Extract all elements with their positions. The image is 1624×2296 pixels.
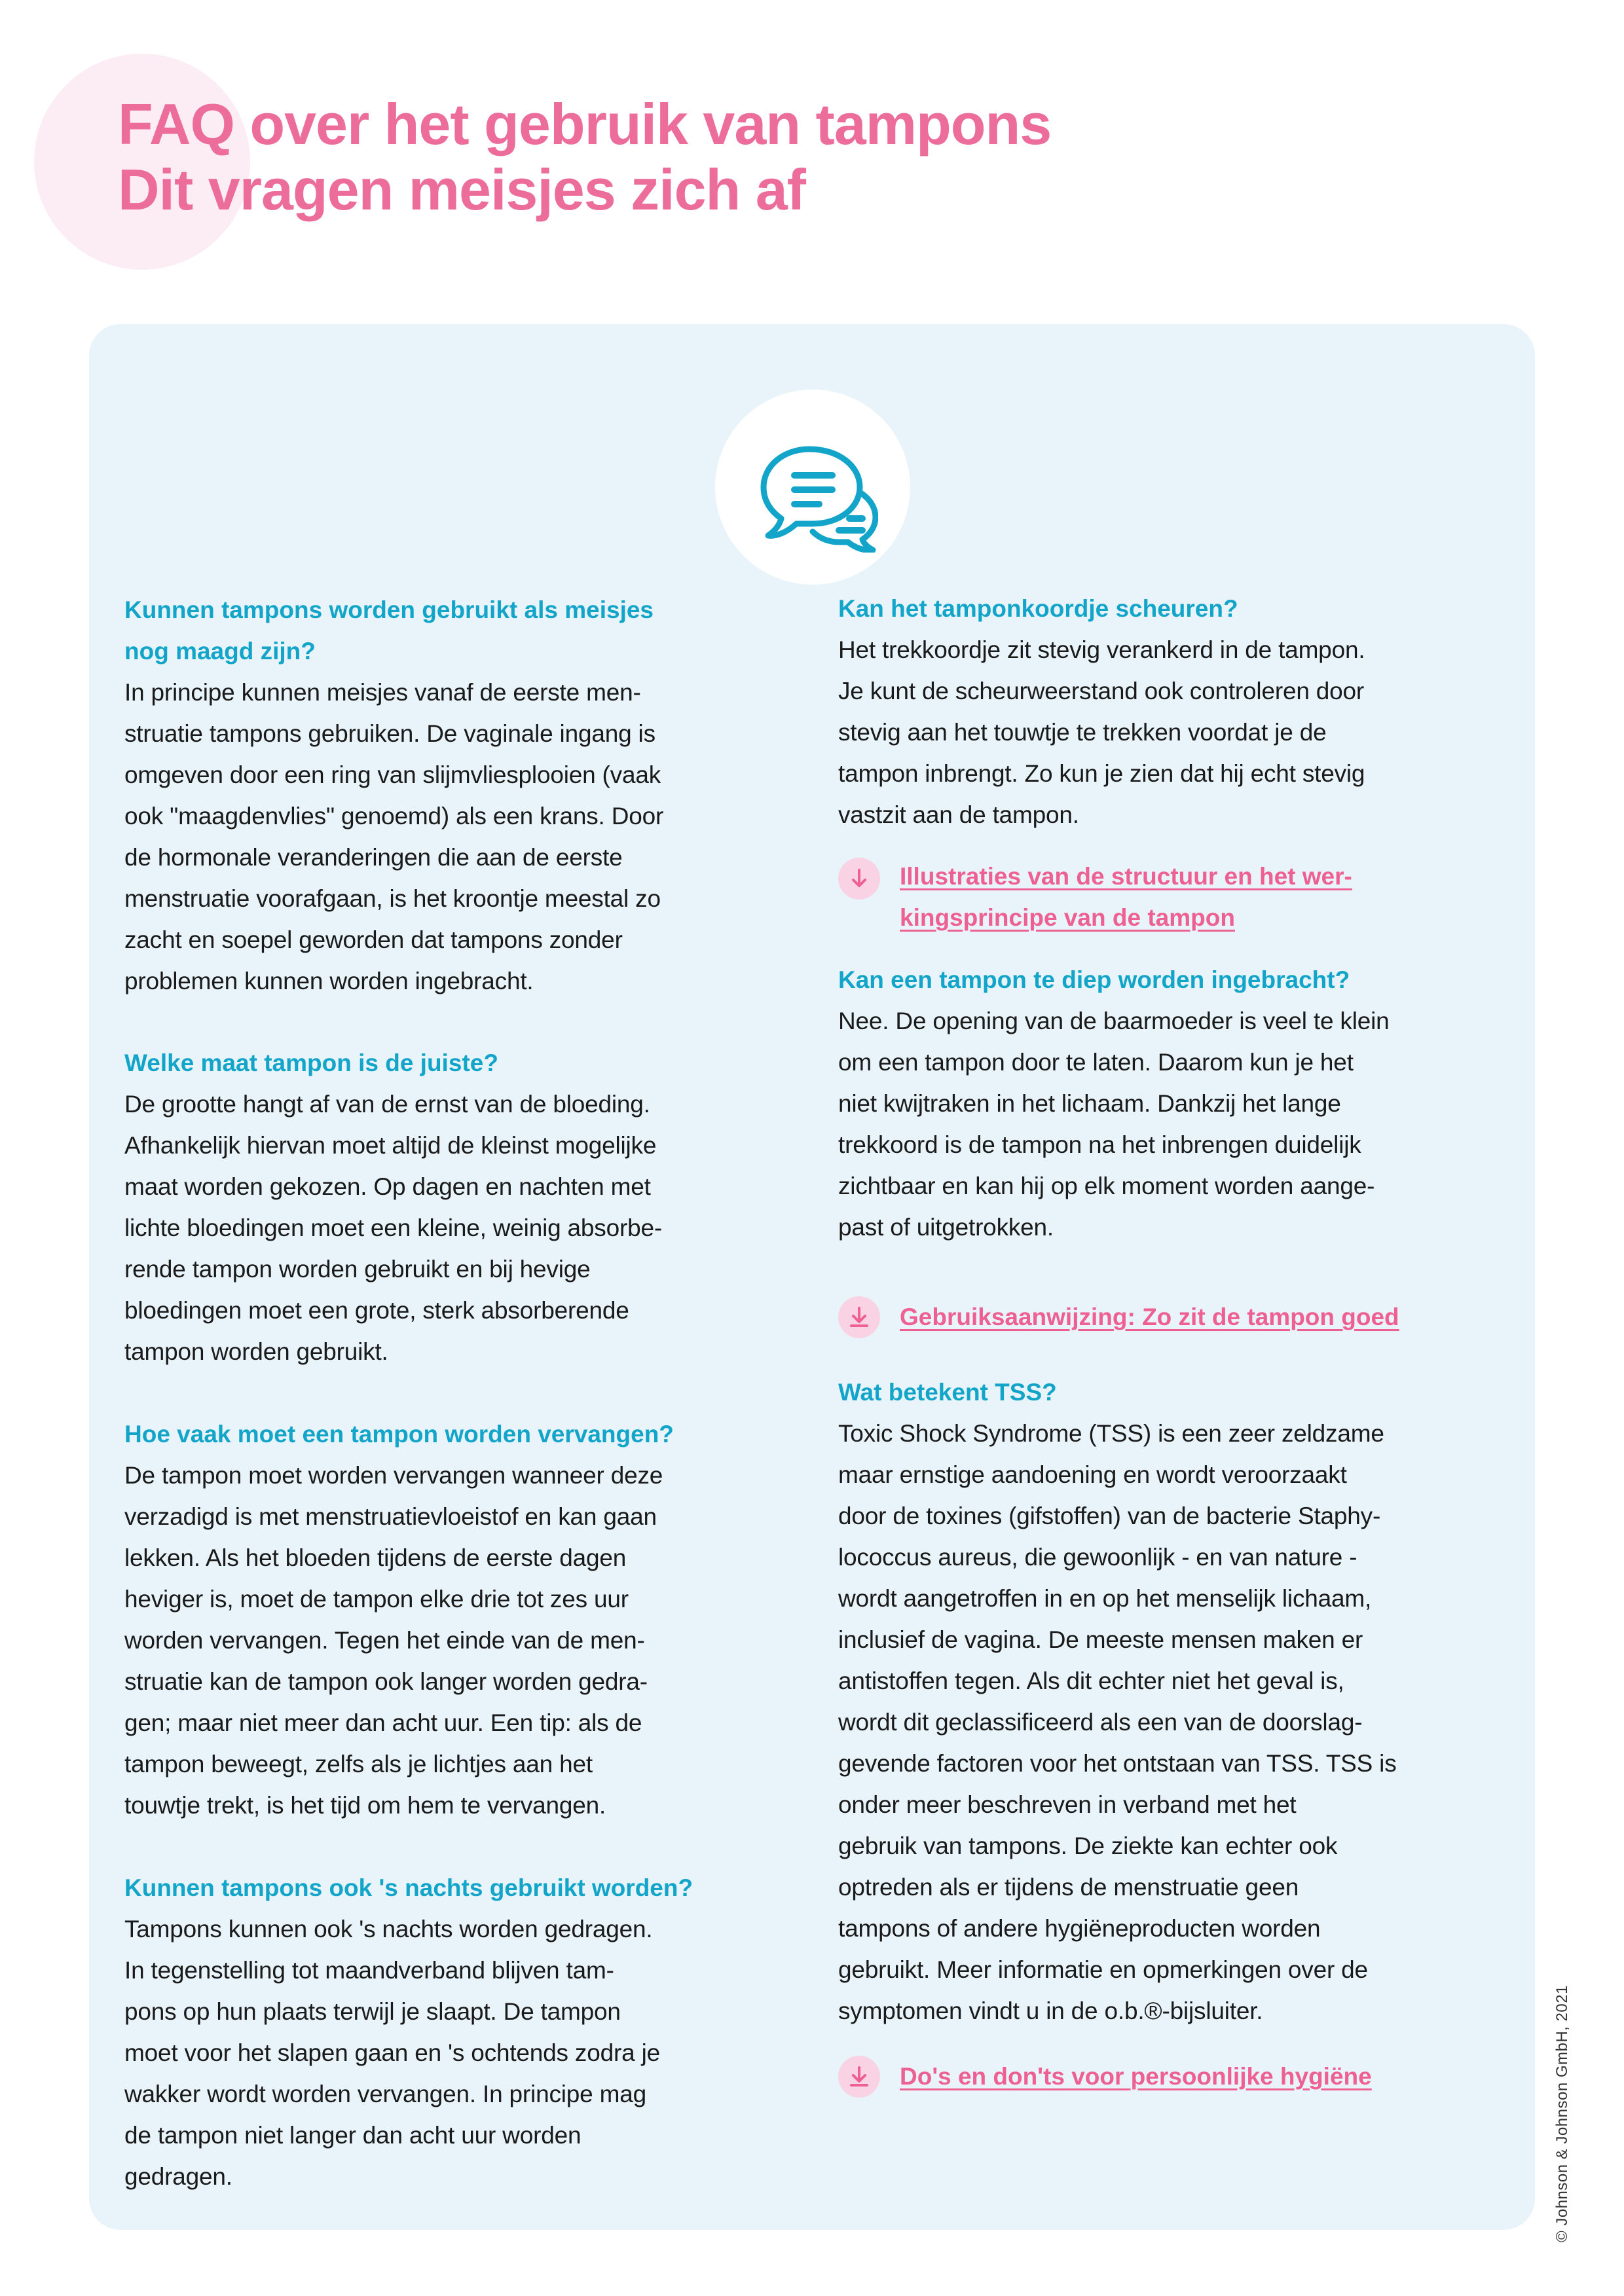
answer-line: ook "maagdenvlies" genoemd) als een krans. Door <box>124 803 664 829</box>
link-gebruiksaanwijzing[interactable] <box>838 1296 1399 1338</box>
answer-line: de hormonale veranderingen die aan de eerste <box>124 844 623 871</box>
faq-answer <box>124 1908 805 2197</box>
answer-line: heviger is, moet de tampon elke drie tot zes uur <box>124 1586 629 1613</box>
link-line[interactable]: Do's en don'ts voor persoonlijke hygiëne <box>900 2063 1372 2090</box>
answer-line: pons op hun plaats terwijl je slaapt. De tampon <box>124 1998 621 2025</box>
answer-line: bloedingen moet een grote, sterk absorberende <box>124 1297 629 1324</box>
answer-line: maat worden gekozen. Op dagen en nachten met <box>124 1173 651 1200</box>
answer-line: omgeven door een ring van slijmvliesplooien (vaak <box>124 761 661 788</box>
answer-line: symptomen vindt u in de o.b.®-bijsluiter. <box>838 1997 1263 2024</box>
link-dos-en-donts[interactable] <box>838 2056 1372 2098</box>
title-line-2: Dit vragen meisjes zich af <box>118 157 805 222</box>
answer-line: touwtje trekt, is het tijd om hem te vervangen. <box>124 1792 606 1819</box>
faq-question <box>838 588 1519 629</box>
link-line[interactable]: Gebruiksaanwijzing: Zo zit de tampon goed <box>900 1303 1399 1330</box>
answer-line: zichtbaar en kan hij op elk moment worden aange- <box>838 1173 1375 1199</box>
answer-line: trekkoord is de tampon na het inbrengen duidelijk <box>838 1131 1361 1158</box>
link-illustraties-text[interactable] <box>900 856 1352 938</box>
answer-line: onder meer beschreven in verband met het <box>838 1791 1297 1818</box>
faq-item <box>124 1042 805 1372</box>
answer-line: rende tampon worden gebruikt en bij hevige <box>124 1256 591 1283</box>
answer-line: lichte bloedingen moet een kleine, weinig absorbe- <box>124 1214 662 1241</box>
faq-question <box>124 1867 805 1908</box>
answer-line: struatie tampons gebruiken. De vaginale ingang is <box>124 720 655 747</box>
answer-line: lococcus aureus, die gewoonlijk - en van nature - <box>838 1544 1357 1571</box>
faq-answer <box>124 672 805 1002</box>
link-line[interactable]: Illustraties van de structuur en het wer- <box>900 863 1352 890</box>
faq-answer <box>838 1000 1519 1248</box>
answer-line: moet voor het slapen gaan en 's ochtends zodra je <box>124 2039 660 2066</box>
arrow-down-icon[interactable] <box>838 858 880 900</box>
download-icon[interactable] <box>838 1296 880 1338</box>
link-line[interactable]: kingsprincipe van de tampon <box>900 904 1235 931</box>
answer-line: wordt dit geclassificeerd als een van de doorslag- <box>838 1709 1363 1736</box>
faq-item <box>838 959 1519 1248</box>
answer-line: tampon worden gebruikt. <box>124 1338 388 1365</box>
answer-line: menstruatie voorafgaan, is het kroontje meestal zo <box>124 885 661 912</box>
faq-question <box>124 1413 805 1455</box>
answer-line: Tampons kunnen ook 's nachts worden gedragen. <box>124 1916 653 1942</box>
faq-item <box>124 1413 805 1826</box>
answer-line: De grootte hangt af van de ernst van de bloeding. <box>124 1091 650 1118</box>
answer-line: struatie kan de tampon ook langer worden gedra- <box>124 1668 648 1695</box>
faq-answer <box>124 1084 805 1372</box>
question-line: Kunnen tampons ook 's nachts gebruikt worden? <box>124 1874 693 1901</box>
question-line: Kan een tampon te diep worden ingebracht? <box>838 966 1350 993</box>
answer-line: inclusief de vagina. De meeste mensen maken er <box>838 1626 1363 1653</box>
answer-line: door de toxines (gifstoffen) van de bacterie Staphy- <box>838 1503 1381 1529</box>
answer-line: gevende factoren voor het ontstaan van TSS. TSS is <box>838 1750 1397 1777</box>
answer-line: Nee. De opening van de baarmoeder is veel te klein <box>838 1008 1390 1034</box>
answer-line: vastzit aan de tampon. <box>838 801 1079 828</box>
answer-line: Je kunt de scheurweerstand ook controleren door <box>838 678 1365 704</box>
page-title <box>118 92 1051 223</box>
answer-line: In tegenstelling tot maandverband blijven tam- <box>124 1957 614 1984</box>
question-line: Hoe vaak moet een tampon worden vervangen? <box>124 1421 674 1448</box>
faq-question <box>124 1042 805 1084</box>
question-line: Kunnen tampons worden gebruikt als meisjes <box>124 596 654 623</box>
answer-line: maar ernstige aandoening en wordt veroorzaakt <box>838 1461 1347 1488</box>
answer-line: Toxic Shock Syndrome (TSS) is een zeer zeldzame <box>838 1420 1384 1447</box>
faq-item <box>838 588 1519 835</box>
answer-line: tampon inbrengt. Zo kun je zien dat hij echt stevig <box>838 760 1365 787</box>
answer-line: optreden als er tijdens de menstruatie geen <box>838 1874 1299 1901</box>
title-line-1: FAQ over het gebruik van tampons <box>118 92 1052 156</box>
answer-line: antistoffen tegen. Als dit echter niet het geval is, <box>838 1667 1344 1694</box>
link-illustraties[interactable] <box>838 856 1352 938</box>
chat-bubbles-icon <box>747 422 878 553</box>
question-line: Kan het tamponkoordje scheuren? <box>838 595 1238 622</box>
answer-line: gebruik van tampons. De ziekte kan echter ook <box>838 1832 1338 1859</box>
answer-line: wordt aangetroffen in en op het menselijk lichaam, <box>838 1585 1372 1612</box>
faq-question <box>124 589 805 672</box>
link-dos-en-donts-text[interactable] <box>900 2056 1372 2097</box>
answer-line: tampons of andere hygiëneproducten worden <box>838 1915 1321 1942</box>
faq-answer <box>838 629 1519 835</box>
answer-line: gebruikt. Meer informatie en opmerkingen over de <box>838 1956 1368 1983</box>
answer-line: stevig aan het touwtje te trekken voordat je de <box>838 719 1327 746</box>
answer-line: om een tampon door te laten. Daarom kun je het <box>838 1049 1354 1076</box>
faq-question <box>838 1372 1519 1413</box>
answer-line: niet kwijtraken in het lichaam. Dankzij het lange <box>838 1090 1341 1117</box>
answer-line: de tampon niet langer dan acht uur worden <box>124 2122 581 2149</box>
answer-line: lekken. Als het bloeden tijdens de eerste dagen <box>124 1544 627 1571</box>
faq-item <box>124 1867 805 2197</box>
answer-line: worden vervangen. Tegen het einde van de men- <box>124 1627 645 1654</box>
faq-question <box>838 959 1519 1000</box>
answer-line: tampon beweegt, zelfs als je lichtjes aan het <box>124 1751 593 1777</box>
answer-line: Afhankelijk hiervan moet altijd de kleinst mogelijke <box>124 1132 657 1159</box>
question-line: Welke maat tampon is de juiste? <box>124 1049 498 1076</box>
answer-line: In principe kunnen meisjes vanaf de eerste men- <box>124 679 641 706</box>
answer-line: problemen kunnen worden ingebracht. <box>124 968 534 994</box>
faq-item <box>124 589 805 1002</box>
answer-line: gen; maar niet meer dan acht uur. Een tip: als de <box>124 1709 642 1736</box>
answer-line: past of uitgetrokken. <box>838 1214 1054 1241</box>
chat-icon-badge <box>715 390 910 585</box>
answer-line: wakker wordt worden vervangen. In principe mag <box>124 2081 646 2107</box>
answer-line: verzadigd is met menstruatievloeistof en kan gaan <box>124 1503 657 1530</box>
answer-line: Het trekkoordje zit stevig verankerd in de tampon. <box>838 636 1365 663</box>
question-line: Wat betekent TSS? <box>838 1379 1057 1406</box>
question-line: nog maagd zijn? <box>124 638 316 665</box>
faq-item <box>838 1372 1519 2032</box>
faq-answer <box>838 1413 1519 2032</box>
answer-line: De tampon moet worden vervangen wanneer deze <box>124 1462 663 1489</box>
faq-answer <box>124 1455 805 1826</box>
link-gebruiksaanwijzing-text[interactable] <box>900 1296 1399 1338</box>
copyright-notice: © Johnson & Johnson GmbH, 2021 <box>1553 1985 1571 2242</box>
answer-line: zacht en soepel geworden dat tampons zonder <box>124 926 623 953</box>
download-icon[interactable] <box>838 2056 880 2098</box>
answer-line: gedragen. <box>124 2163 232 2190</box>
